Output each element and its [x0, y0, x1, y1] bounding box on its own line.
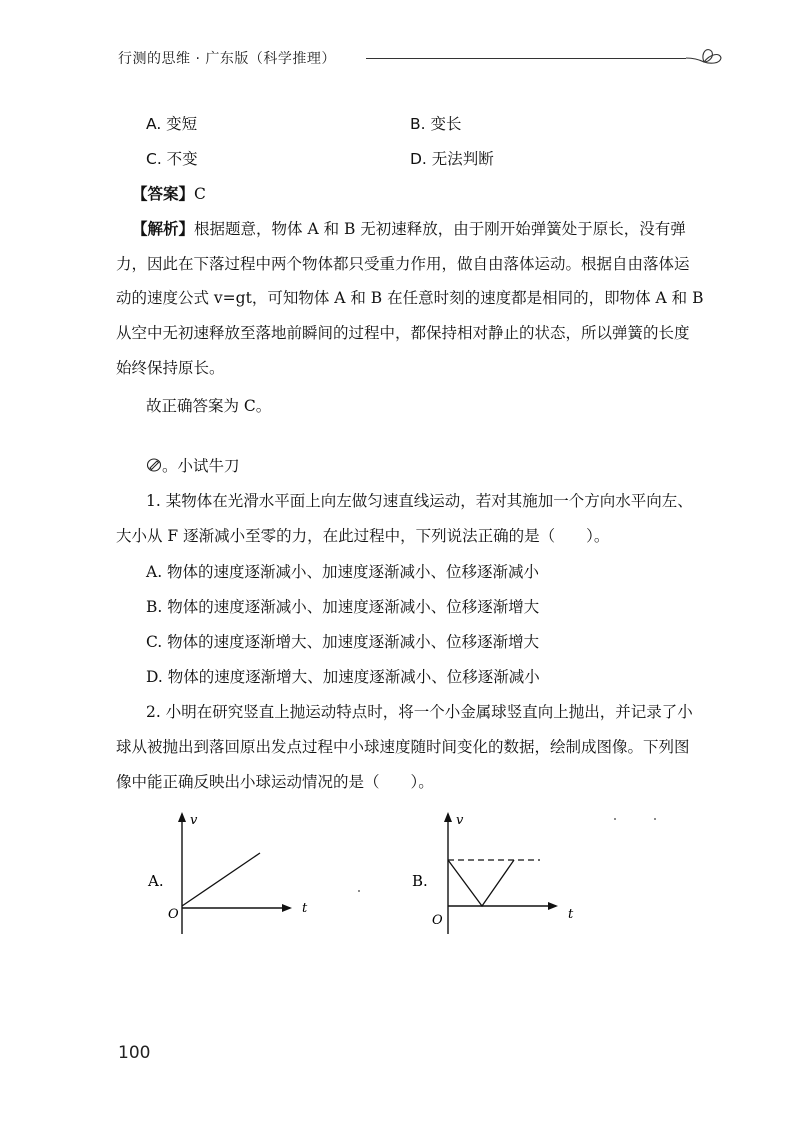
- scan-speck: [358, 890, 360, 892]
- section-title: 。小试牛刀: [162, 457, 240, 475]
- graph-a: [140, 806, 340, 936]
- answer-label: 【答案】: [132, 184, 195, 203]
- analysis-line-3: 动的速度公式 v=gt，可知物体 A 和 B 在任意时刻的速度都是相同的，即物体 A 和 B: [116, 289, 704, 307]
- q2-stem-line-3: 像中能正确反映出小球运动情况的是（ ）。: [116, 773, 434, 791]
- q1-stem-line-1: 1. 某物体在光滑水平面上向左做匀速直线运动，若对其施加一个方向水平向左、: [146, 492, 693, 510]
- graph-b-x-arrow: [548, 902, 558, 910]
- graph-b-origin: O: [432, 913, 443, 928]
- answer-value: C: [194, 185, 206, 203]
- running-header: [118, 44, 718, 72]
- scan-speck: [654, 818, 656, 820]
- q1-option-b: B. 物体的速度逐渐减小、加速度逐渐减小、位移逐渐增大: [146, 598, 540, 616]
- graph-b-label: B.: [412, 872, 428, 890]
- option-d-prev: D. 无法判断: [410, 150, 494, 168]
- sprout-icon: [684, 44, 724, 72]
- header-rule: [366, 58, 686, 59]
- header-title: 行测的思维 · 广东版（科学推理）: [118, 51, 336, 67]
- q1-option-a: A. 物体的速度逐渐减小、加速度逐渐减小、位移逐渐减小: [146, 563, 540, 581]
- pencil-icon: [146, 457, 162, 473]
- graph-b-x-label: t: [568, 907, 574, 922]
- analysis-line-4: 从空中无初速释放至落地前瞬间的过程中，都保持相对静止的状态，所以弹簧的长度: [116, 324, 690, 342]
- analysis-text-1: 根据题意，物体 A 和 B 无初速释放，由于刚开始弹簧处于原长，没有弹: [194, 220, 686, 238]
- option-a-prev: A. 变短: [146, 115, 198, 133]
- page-number: 100: [118, 1043, 151, 1063]
- graph-a-velocity-line: [182, 853, 260, 906]
- graph-b-velocity-line: [448, 860, 514, 906]
- analysis-line-1: [132, 219, 686, 239]
- section-heading: [146, 456, 240, 476]
- graph-a-y-label: v: [190, 813, 198, 828]
- graph-a-origin: O: [168, 907, 179, 922]
- graph-b-y-arrow: [444, 812, 452, 822]
- graph-b-y-label: v: [456, 813, 464, 828]
- analysis-line-2: 力，因此在下落过程中两个物体都只受重力作用，做自由落体运动。根据自由落体运: [116, 255, 690, 273]
- q2-stem-line-2: 球从被抛出到落回原出发点过程中小球速度随时间变化的数据，绘制成图像。下列图: [116, 738, 690, 756]
- q1-option-d: D. 物体的速度逐渐增大、加速度逐渐减小、位移逐渐减小: [146, 668, 540, 686]
- analysis-label: 【解析】: [132, 219, 195, 238]
- analysis-line-5: 始终保持原长。: [116, 359, 225, 377]
- q1-stem-line-2: 大小从 F 逐渐减小至零的力，在此过程中，下列说法正确的是（ ）。: [116, 527, 610, 545]
- q2-stem-line-1: 2. 小明在研究竖直上抛运动特点时，将一个小金属球竖直向上抛出，并记录了小: [146, 703, 693, 721]
- scan-speck: [614, 818, 616, 820]
- option-b-prev: B. 变长: [410, 115, 462, 133]
- graph-a-label: A.: [148, 872, 164, 890]
- graph-a-x-arrow: [282, 904, 292, 912]
- analysis-conclusion: 故正确答案为 C。: [146, 397, 272, 415]
- q1-option-c: C. 物体的速度逐渐增大、加速度逐渐减小、位移逐渐增大: [146, 633, 540, 651]
- graph-b: [408, 806, 598, 936]
- graph-a-y-arrow: [178, 812, 186, 822]
- option-c-prev: C. 不变: [146, 150, 198, 168]
- graph-a-x-label: t: [302, 901, 308, 916]
- answer-line: [132, 184, 206, 204]
